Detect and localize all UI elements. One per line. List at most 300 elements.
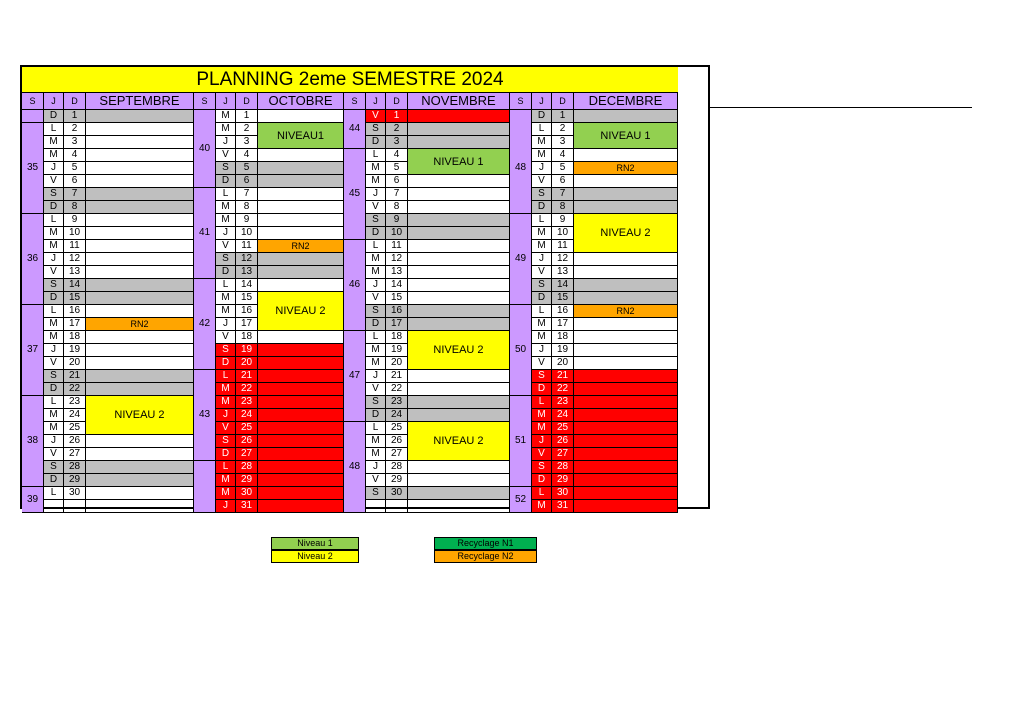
- day-letter: M: [216, 396, 236, 409]
- activity-cell: [258, 435, 344, 448]
- day-number: 22: [552, 383, 574, 396]
- day-letter: S: [366, 305, 386, 318]
- empty-cell: [366, 500, 386, 513]
- day-letter: V: [44, 448, 64, 461]
- day-letter: V: [44, 266, 64, 279]
- activity-cell: [408, 305, 510, 318]
- day-letter: S: [532, 279, 552, 292]
- activity-cell: [258, 487, 344, 500]
- day-letter: S: [532, 188, 552, 201]
- day-number: 5: [236, 162, 258, 175]
- day-number: 31: [236, 500, 258, 513]
- activity-cell: [574, 422, 678, 435]
- week-number: 48: [344, 422, 366, 513]
- activity-cell: [408, 240, 510, 253]
- day-letter: S: [216, 344, 236, 357]
- day-number: 10: [64, 227, 86, 240]
- day-letter: M: [532, 500, 552, 513]
- activity-cell: [86, 149, 194, 162]
- activity-cell: [574, 357, 678, 370]
- day-number: 23: [552, 396, 574, 409]
- day-number: 28: [386, 461, 408, 474]
- day-letter: L: [216, 370, 236, 383]
- header-rule: [710, 107, 972, 108]
- day-letter: V: [366, 292, 386, 305]
- day-number: 1: [64, 110, 86, 123]
- day-number: 16: [552, 305, 574, 318]
- day-letter: M: [532, 331, 552, 344]
- day-number: 12: [386, 253, 408, 266]
- day-letter: M: [532, 227, 552, 240]
- day-number: 20: [236, 357, 258, 370]
- day-letter: J: [532, 253, 552, 266]
- day-letter: J: [532, 344, 552, 357]
- day-letter: V: [532, 357, 552, 370]
- activity-cell: [86, 344, 194, 357]
- day-number: 16: [236, 305, 258, 318]
- day-letter: M: [44, 409, 64, 422]
- day-number: 13: [386, 266, 408, 279]
- day-number: 4: [236, 149, 258, 162]
- day-number: 20: [64, 357, 86, 370]
- week-number: 35: [22, 123, 44, 214]
- day-number: 19: [552, 344, 574, 357]
- activity-cell: [408, 110, 510, 123]
- day-number: 10: [236, 227, 258, 240]
- day-letter: D: [44, 292, 64, 305]
- day-number: 24: [386, 409, 408, 422]
- event-n1: NIVEAU1: [258, 123, 344, 149]
- day-number: 27: [236, 448, 258, 461]
- col-header-d: D: [64, 93, 86, 110]
- activity-cell: [86, 214, 194, 227]
- legend-niveau2: Niveau 2: [271, 550, 359, 563]
- activity-cell: [258, 253, 344, 266]
- event-n2: NIVEAU 2: [408, 422, 510, 461]
- day-letter: M: [366, 175, 386, 188]
- day-number: 15: [386, 292, 408, 305]
- day-letter: S: [366, 487, 386, 500]
- day-number: 9: [552, 214, 574, 227]
- activity-cell: [408, 370, 510, 383]
- activity-cell: [408, 279, 510, 292]
- day-number: 23: [64, 396, 86, 409]
- day-letter: J: [532, 435, 552, 448]
- activity-cell: [258, 370, 344, 383]
- day-letter: J: [366, 188, 386, 201]
- day-letter: J: [44, 162, 64, 175]
- day-letter: V: [216, 331, 236, 344]
- day-letter: M: [366, 357, 386, 370]
- day-letter: S: [366, 214, 386, 227]
- day-letter: D: [532, 201, 552, 214]
- day-letter: M: [216, 110, 236, 123]
- day-number: 25: [386, 422, 408, 435]
- day-letter: D: [366, 227, 386, 240]
- day-letter: D: [216, 357, 236, 370]
- day-letter: L: [532, 305, 552, 318]
- activity-cell: [574, 370, 678, 383]
- day-letter: V: [532, 175, 552, 188]
- day-letter: J: [216, 318, 236, 331]
- activity-cell: [408, 292, 510, 305]
- day-number: 8: [552, 201, 574, 214]
- day-letter: M: [44, 422, 64, 435]
- day-letter: M: [366, 253, 386, 266]
- day-letter: L: [216, 188, 236, 201]
- day-number: 15: [236, 292, 258, 305]
- day-number: 14: [64, 279, 86, 292]
- day-letter: D: [366, 136, 386, 149]
- activity-cell: [86, 253, 194, 266]
- activity-cell: [258, 448, 344, 461]
- day-number: 2: [236, 123, 258, 136]
- day-letter: M: [216, 383, 236, 396]
- col-header-s: S: [344, 93, 366, 110]
- page-title: PLANNING 2eme SEMESTRE 2024: [22, 67, 678, 93]
- day-number: 15: [552, 292, 574, 305]
- day-number: 29: [64, 474, 86, 487]
- day-letter: L: [532, 487, 552, 500]
- week-number: 36: [22, 214, 44, 305]
- empty-cell: [86, 500, 194, 513]
- empty-cell: [408, 500, 510, 513]
- activity-cell: [408, 214, 510, 227]
- activity-cell: [258, 279, 344, 292]
- week-number: 46: [344, 240, 366, 331]
- day-number: 12: [64, 253, 86, 266]
- day-letter: D: [44, 110, 64, 123]
- activity-cell: [258, 214, 344, 227]
- day-letter: V: [532, 448, 552, 461]
- activity-cell: [574, 396, 678, 409]
- day-letter: M: [44, 331, 64, 344]
- day-number: 10: [386, 227, 408, 240]
- day-letter: J: [366, 370, 386, 383]
- month-header: OCTOBRE: [258, 93, 344, 110]
- day-letter: S: [366, 396, 386, 409]
- day-number: 2: [552, 123, 574, 136]
- day-number: 22: [386, 383, 408, 396]
- day-letter: J: [44, 344, 64, 357]
- day-number: 18: [552, 331, 574, 344]
- activity-cell: [574, 292, 678, 305]
- day-number: 16: [386, 305, 408, 318]
- day-letter: D: [44, 383, 64, 396]
- day-number: 3: [386, 136, 408, 149]
- day-number: 20: [552, 357, 574, 370]
- day-number: 6: [386, 175, 408, 188]
- day-letter: J: [44, 435, 64, 448]
- activity-cell: [574, 487, 678, 500]
- day-letter: V: [366, 201, 386, 214]
- day-number: 21: [552, 370, 574, 383]
- day-letter: S: [216, 435, 236, 448]
- day-number: 26: [236, 435, 258, 448]
- event-n2: NIVEAU 2: [86, 396, 194, 435]
- activity-cell: [258, 162, 344, 175]
- day-number: 25: [236, 422, 258, 435]
- day-letter: V: [366, 474, 386, 487]
- activity-cell: [408, 487, 510, 500]
- activity-cell: [86, 136, 194, 149]
- day-letter: D: [216, 448, 236, 461]
- day-letter: S: [532, 370, 552, 383]
- day-number: 9: [64, 214, 86, 227]
- activity-cell: [574, 474, 678, 487]
- day-letter: J: [366, 279, 386, 292]
- week-number: 45: [344, 149, 366, 240]
- month-header: DECEMBRE: [574, 93, 678, 110]
- week-number: 51: [510, 396, 532, 487]
- day-letter: M: [216, 292, 236, 305]
- activity-cell: [258, 474, 344, 487]
- activity-cell: [574, 409, 678, 422]
- day-number: 28: [552, 461, 574, 474]
- day-letter: D: [532, 383, 552, 396]
- day-letter: L: [44, 123, 64, 136]
- event-n1: NIVEAU 1: [574, 123, 678, 149]
- activity-cell: [86, 448, 194, 461]
- day-number: 29: [552, 474, 574, 487]
- day-number: 22: [64, 383, 86, 396]
- activity-cell: [408, 188, 510, 201]
- activity-cell: [258, 461, 344, 474]
- activity-cell: [86, 266, 194, 279]
- week-number: 39: [22, 487, 44, 513]
- day-number: 14: [236, 279, 258, 292]
- activity-cell: [574, 149, 678, 162]
- day-number: 6: [64, 175, 86, 188]
- day-letter: L: [366, 149, 386, 162]
- week-number: 40: [194, 110, 216, 188]
- activity-cell: [408, 461, 510, 474]
- activity-cell: [574, 110, 678, 123]
- event-n2: NIVEAU 2: [408, 331, 510, 370]
- col-header-j: J: [216, 93, 236, 110]
- activity-cell: [258, 422, 344, 435]
- week-number: [22, 110, 44, 123]
- col-header-j: J: [366, 93, 386, 110]
- activity-cell: [86, 162, 194, 175]
- day-number: 19: [236, 344, 258, 357]
- activity-cell: [86, 188, 194, 201]
- day-letter: M: [532, 422, 552, 435]
- activity-cell: [408, 409, 510, 422]
- day-number: 13: [236, 266, 258, 279]
- day-letter: V: [366, 110, 386, 123]
- activity-cell: [258, 409, 344, 422]
- col-header-s: S: [22, 93, 44, 110]
- activity-cell: [86, 383, 194, 396]
- day-number: 13: [552, 266, 574, 279]
- day-number: 7: [64, 188, 86, 201]
- day-number: 10: [552, 227, 574, 240]
- day-letter: M: [366, 162, 386, 175]
- day-number: 29: [386, 474, 408, 487]
- day-number: 9: [236, 214, 258, 227]
- day-letter: M: [532, 318, 552, 331]
- day-letter: S: [44, 279, 64, 292]
- activity-cell: [408, 123, 510, 136]
- day-number: 17: [386, 318, 408, 331]
- col-header-d: D: [236, 93, 258, 110]
- week-number: 52: [510, 487, 532, 513]
- day-number: 4: [64, 149, 86, 162]
- day-number: 22: [236, 383, 258, 396]
- day-letter: L: [532, 123, 552, 136]
- day-number: 28: [236, 461, 258, 474]
- day-letter: M: [44, 227, 64, 240]
- month-header: NOVEMBRE: [408, 93, 510, 110]
- day-number: 5: [386, 162, 408, 175]
- activity-cell: [408, 266, 510, 279]
- day-letter: M: [216, 123, 236, 136]
- day-number: 9: [386, 214, 408, 227]
- day-number: 21: [64, 370, 86, 383]
- day-number: 7: [236, 188, 258, 201]
- day-number: 8: [236, 201, 258, 214]
- event-n2: NIVEAU 2: [258, 292, 344, 331]
- day-letter: L: [532, 396, 552, 409]
- day-number: 23: [386, 396, 408, 409]
- week-number: 50: [510, 305, 532, 396]
- day-letter: S: [216, 162, 236, 175]
- activity-cell: [258, 331, 344, 344]
- activity-cell: [408, 175, 510, 188]
- activity-cell: [86, 227, 194, 240]
- day-number: 4: [386, 149, 408, 162]
- month-header: SEPTEMBRE: [86, 93, 194, 110]
- col-header-d: D: [386, 93, 408, 110]
- activity-cell: [86, 175, 194, 188]
- day-letter: L: [532, 214, 552, 227]
- day-number: 3: [64, 136, 86, 149]
- day-letter: M: [216, 474, 236, 487]
- day-number: 25: [64, 422, 86, 435]
- day-letter: D: [216, 175, 236, 188]
- day-number: 18: [386, 331, 408, 344]
- day-number: 17: [64, 318, 86, 331]
- day-number: 24: [552, 409, 574, 422]
- col-header-s: S: [510, 93, 532, 110]
- empty-cell: [44, 500, 64, 513]
- day-number: 2: [64, 123, 86, 136]
- planning-calendar: [20, 65, 710, 509]
- activity-cell: [408, 318, 510, 331]
- day-number: 12: [236, 253, 258, 266]
- col-header-s: S: [194, 93, 216, 110]
- activity-cell: [408, 136, 510, 149]
- day-letter: M: [532, 149, 552, 162]
- activity-cell: [408, 474, 510, 487]
- activity-cell: [258, 383, 344, 396]
- day-number: 3: [552, 136, 574, 149]
- col-header-d: D: [552, 93, 574, 110]
- activity-cell: [86, 110, 194, 123]
- day-number: 14: [386, 279, 408, 292]
- day-letter: M: [216, 214, 236, 227]
- day-letter: M: [44, 136, 64, 149]
- week-number: 37: [22, 305, 44, 396]
- day-letter: V: [366, 383, 386, 396]
- day-number: 5: [64, 162, 86, 175]
- day-number: 15: [64, 292, 86, 305]
- day-number: 30: [236, 487, 258, 500]
- activity-cell: [86, 292, 194, 305]
- day-letter: D: [366, 409, 386, 422]
- legend-recyclage-n2: Recyclage N2: [434, 550, 537, 563]
- day-letter: V: [44, 175, 64, 188]
- day-letter: L: [44, 305, 64, 318]
- activity-cell: [574, 331, 678, 344]
- legend-niveau1: Niveau 1: [271, 537, 359, 550]
- activity-cell: [574, 435, 678, 448]
- day-letter: M: [44, 318, 64, 331]
- activity-cell: [86, 435, 194, 448]
- day-letter: J: [532, 162, 552, 175]
- day-number: 1: [386, 110, 408, 123]
- col-header-j: J: [44, 93, 64, 110]
- activity-cell: [86, 240, 194, 253]
- activity-cell: [258, 396, 344, 409]
- day-letter: M: [44, 149, 64, 162]
- week-number: [194, 461, 216, 513]
- activity-cell: [574, 266, 678, 279]
- week-number: 43: [194, 370, 216, 461]
- day-letter: L: [366, 422, 386, 435]
- activity-cell: [258, 357, 344, 370]
- day-number: 1: [236, 110, 258, 123]
- day-letter: M: [216, 201, 236, 214]
- activity-cell: [86, 201, 194, 214]
- activity-cell: [574, 461, 678, 474]
- week-number: 44: [344, 110, 366, 149]
- day-number: 24: [64, 409, 86, 422]
- activity-cell: [258, 188, 344, 201]
- legend-recyclage-n1: Recyclage N1: [434, 537, 537, 550]
- day-letter: S: [44, 188, 64, 201]
- day-letter: L: [44, 396, 64, 409]
- day-letter: M: [532, 136, 552, 149]
- day-letter: M: [216, 487, 236, 500]
- day-number: 11: [552, 240, 574, 253]
- day-number: 5: [552, 162, 574, 175]
- week-number: 42: [194, 279, 216, 370]
- day-number: 19: [386, 344, 408, 357]
- day-number: 25: [552, 422, 574, 435]
- day-number: 3: [236, 136, 258, 149]
- activity-cell: [574, 318, 678, 331]
- activity-cell: [258, 149, 344, 162]
- activity-cell: [258, 201, 344, 214]
- day-number: 17: [552, 318, 574, 331]
- day-letter: S: [44, 461, 64, 474]
- day-letter: M: [44, 240, 64, 253]
- day-number: 12: [552, 253, 574, 266]
- activity-cell: [258, 227, 344, 240]
- day-number: 2: [386, 123, 408, 136]
- day-number: 18: [236, 331, 258, 344]
- activity-cell: [408, 383, 510, 396]
- empty-cell: [386, 500, 408, 513]
- day-number: 31: [552, 500, 574, 513]
- activity-cell: [574, 201, 678, 214]
- day-number: 24: [236, 409, 258, 422]
- day-letter: M: [216, 305, 236, 318]
- day-number: 6: [552, 175, 574, 188]
- day-number: 4: [552, 149, 574, 162]
